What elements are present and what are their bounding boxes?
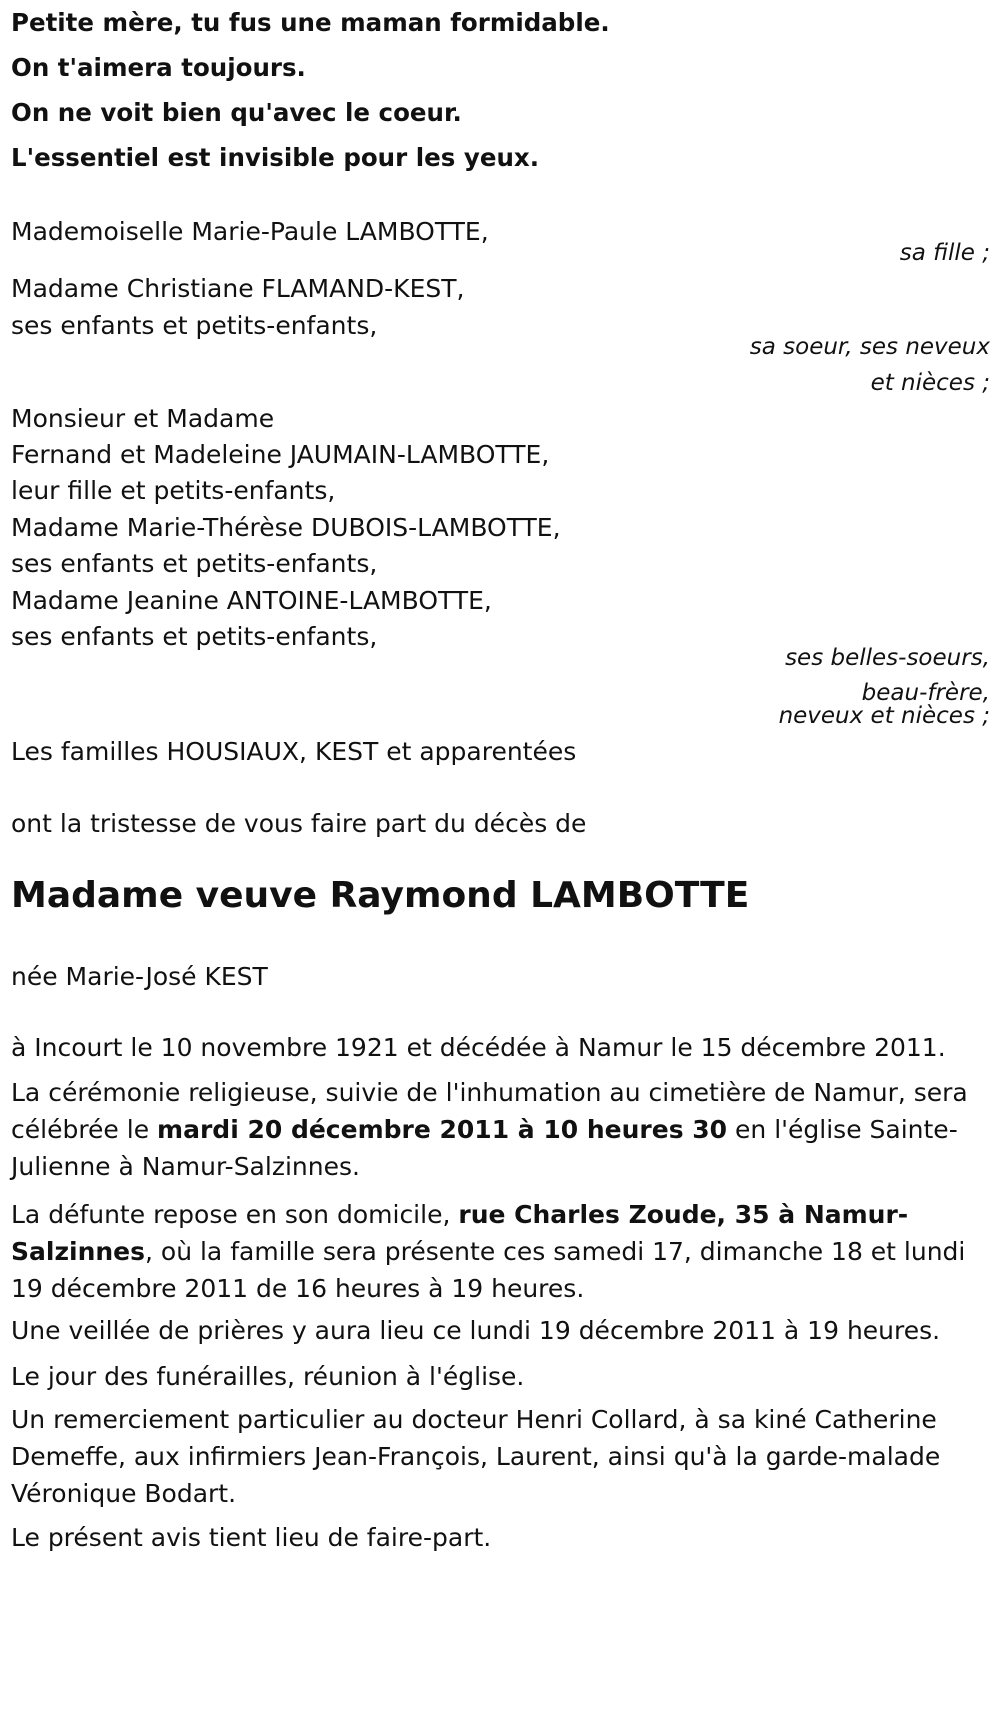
- deceased-name: Madame veuve Raymond LAMBOTTE: [11, 875, 750, 916]
- family-inlaws-line-3: leur fille et petits-enfants,: [11, 476, 336, 505]
- announcement-text: ont la tristesse de vous faire part du décès de: [11, 809, 587, 838]
- repose-text-end: , où la famille sera présente ces samedi 17, dimanche 18 et lundi 19 décembre 2011 de 16 heures à 19 heures.: [11, 1237, 966, 1303]
- relation-inlaws-3: neveux et nièces ;: [778, 703, 990, 729]
- relation-daughter: sa fille ;: [899, 240, 990, 266]
- family-inlaws-line-6: Madame Jeanine ANTOINE-LAMBOTTE,: [11, 586, 492, 615]
- family-others: Les familles HOUSIAUX, KEST et apparentées: [11, 737, 577, 766]
- repose-text-start: La défunte repose en son domicile,: [11, 1200, 459, 1229]
- family-sister: Madame Christiane FLAMAND-KEST,: [11, 274, 465, 303]
- relation-inlaws-2: beau-frère,: [861, 680, 990, 706]
- ceremony-text-start: La cérémonie religieuse, suivie de l'inhumation au cimetière de Namur, sera célébrée le: [11, 1078, 968, 1144]
- family-daughter: Mademoiselle Marie-Paule LAMBOTTE,: [11, 217, 489, 246]
- relation-inlaws-1: ses belles-soeurs,: [785, 645, 990, 671]
- vigil-paragraph: Une veillée de prières y aura lieu ce lundi 19 décembre 2011 à 19 heures.: [11, 1316, 941, 1345]
- quote-line-2: On t'aimera toujours.: [11, 53, 306, 82]
- family-inlaws-line-2: Fernand et Madeleine JAUMAIN-LAMBOTTE,: [11, 440, 550, 469]
- quote-line-4: L'essentiel est invisible pour les yeux.: [11, 143, 540, 172]
- quote-line-1: Petite mère, tu fus une maman formidable.: [11, 8, 610, 37]
- ceremony-date: mardi 20 décembre 2011 à 10 heures 30: [157, 1115, 728, 1144]
- family-inlaws-line-1: Monsieur et Madame: [11, 404, 275, 433]
- family-sister-children: ses enfants et petits-enfants,: [11, 311, 378, 340]
- repose-paragraph: [11, 1196, 991, 1307]
- ceremony-text-end: en l'église Sainte-Julienne à Namur-Salzinnes.: [11, 1115, 958, 1181]
- quote-line-3: On ne voit bien qu'avec le coeur.: [11, 98, 462, 127]
- relation-sister-2: et nièces ;: [870, 370, 990, 396]
- family-inlaws-line-7: ses enfants et petits-enfants,: [11, 622, 378, 651]
- birth-death-paragraph: à Incourt le 10 novembre 1921 et décédée à Namur le 15 décembre 2011.: [11, 1033, 946, 1062]
- repose-address: rue Charles Zoude, 35 à Namur-Salzinnes: [11, 1200, 909, 1266]
- family-inlaws-line-5: ses enfants et petits-enfants,: [11, 549, 378, 578]
- family-inlaws-line-4: Madame Marie-Thérèse DUBOIS-LAMBOTTE,: [11, 513, 561, 542]
- born-name: née Marie-José KEST: [11, 962, 268, 991]
- notice-paragraph: Le présent avis tient lieu de faire-part.: [11, 1523, 492, 1552]
- relation-sister-1: sa soeur, ses neveux: [749, 334, 990, 360]
- ceremony-paragraph: [11, 1074, 991, 1185]
- funeral-day-paragraph: Le jour des funérailles, réunion à l'église.: [11, 1362, 525, 1391]
- thanks-paragraph: Un remerciement particulier au docteur Henri Collard, à sa kiné Catherine Demeffe, aux infirmiers Jean-François, Laurent, ainsi qu'à la garde-malade Véronique Bodart.: [11, 1405, 941, 1508]
